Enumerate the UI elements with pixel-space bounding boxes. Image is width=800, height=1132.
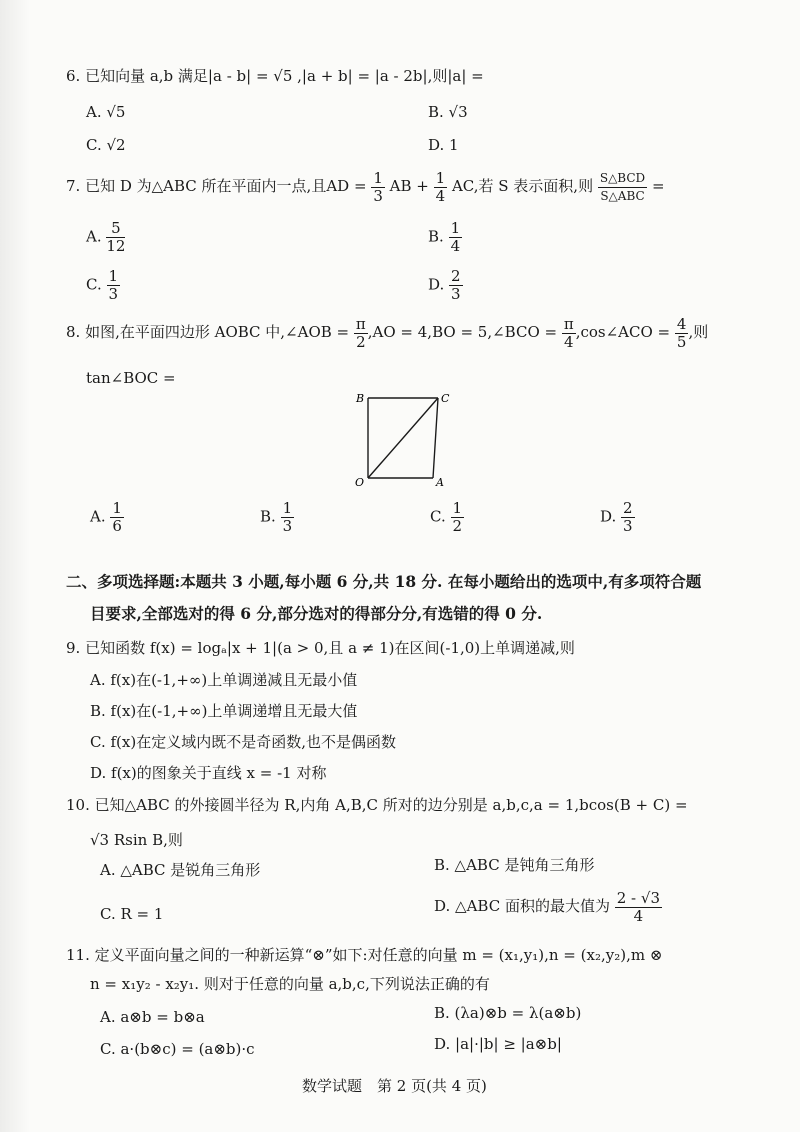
q10-option-c: C. R = 1	[100, 905, 164, 923]
q11-option-d: D. |a|·|b| ≥ |a⊗b|	[434, 1035, 562, 1053]
q6-option-c: C. √2	[86, 136, 126, 154]
label-a: A	[436, 476, 444, 489]
q8-option-a: A. $\frac{1}{6}$	[90, 499, 122, 535]
q6-option-a: A. √5	[86, 103, 126, 121]
page-edge-shadow	[0, 0, 30, 1132]
q7-fraction-1-4: $\frac{1}{4}$	[435, 168, 446, 205]
q8-line-2: tan∠BOC =	[86, 369, 176, 387]
q8-option-b: B. $\frac{1}{3}$	[260, 499, 293, 535]
q7-option-b: B. $\frac{1}{4}$	[428, 219, 461, 255]
question-11-stem-line-2: n = x₁y₂ - x₂y₁. 则对于任意的向量 a,b,c,下列说法正确的有	[90, 975, 490, 993]
q9-option-c: C. f(x)在定义域内既不是奇函数,也不是偶函数	[90, 733, 396, 751]
question-8-stem: 8. 如图,在平面四边形 AOBC 中,∠AOB = $\frac{\pi}{2}$ ,AO = 4,BO = 5,∠BCO = $\frac{\pi}{4}$ ,cos∠ACO = $\frac{4}{5}$ ,则	[66, 314, 709, 351]
q11-option-c: C. a·(b⊗c) = (a⊗b)·c	[100, 1040, 255, 1058]
q10-option-b: B. △ABC 是钝角三角形	[434, 856, 595, 874]
quadrilateral-figure	[350, 390, 460, 494]
q8-option-d: D. $\frac{2}{3}$	[600, 499, 633, 535]
label-b: B	[356, 392, 365, 405]
q10-option-d: D. △ABC 面积的最大值为 $\frac{2 - √3}{4}$	[434, 888, 660, 925]
q9-option-a: A. f(x)在(-1,+∞)上单调递减且无最小值	[90, 671, 358, 689]
q7-stem-a: 7. 已知 D 为△ABC 所在平面内一点,且AD =	[66, 177, 367, 195]
q7-area-ratio: $\frac{\text{S△BCD}}{\text{S△ABC}}$	[599, 170, 646, 203]
question-9-stem: 9. 已知函数 f(x) = logₐ|x + 1|(a > 0,且 a ≠ 1)在区间(-1,0)上单调递减,则	[66, 639, 575, 657]
question-7-stem	[66, 168, 665, 205]
q7-fraction-1-3: $\frac{1}{3}$	[373, 168, 383, 205]
q7-option-c: C. $\frac{1}{3}$	[86, 267, 119, 303]
q7-stem-tail: =	[651, 177, 665, 195]
label-c: C	[441, 392, 450, 405]
q7-stem-mid: AB +	[389, 177, 429, 195]
section-2-heading-line-2: 目要求,全部选对的得 6 分,部分选对的得部分分,有选错的得 0 分.	[90, 604, 543, 623]
q7-stem-b: AC,若 S 表示面积,则	[451, 177, 594, 195]
q9-option-b: B. f(x)在(-1,+∞)上单调递增且无最大值	[90, 702, 358, 720]
question-11-stem-line-1: 11. 定义平面向量之间的一种新运算“⊗”如下:对任意的向量 m = (x₁,y₁),n = (x₂,y₂),m ⊗	[66, 946, 663, 964]
q6-option-b: B. √3	[428, 103, 468, 121]
q10-option-a: A. △ABC 是锐角三角形	[100, 861, 261, 879]
q9-option-d: D. f(x)的图象关于直线 x = -1 对称	[90, 764, 327, 782]
question-10-stem-line-2: √3 Rsin B,则	[90, 831, 183, 849]
question-10-stem-line-1: 10. 已知△ABC 的外接圆半径为 R,内角 A,B,C 所对的边分别是 a,b,c,a = 1,bcos(B + C) =	[66, 796, 688, 814]
q11-option-b: B. (λa)⊗b = λ(a⊗b)	[434, 1004, 582, 1022]
page-footer: 数学试题 第 2 页(共 4 页)	[302, 1077, 487, 1095]
label-o: O	[355, 476, 365, 489]
section-2-heading-line-1: 二、多项选择题:本题共 3 小题,每小题 6 分,共 18 分. 在每小题给出的选项中,有多项符合题	[66, 572, 702, 591]
question-6-stem: 6. 已知向量 a,b 满足|a - b| = √5 ,|a + b| = |a - 2b|,则|a| =	[66, 67, 484, 85]
q7-option-d: D. $\frac{2}{3}$	[428, 267, 461, 303]
q8-option-c: C. $\frac{1}{2}$	[430, 499, 463, 535]
q7-option-a: A. $\frac{5}{12}$	[86, 219, 126, 255]
q11-option-a: A. a⊗b = b⊗a	[100, 1008, 205, 1026]
q6-option-d: D. 1	[428, 136, 459, 154]
